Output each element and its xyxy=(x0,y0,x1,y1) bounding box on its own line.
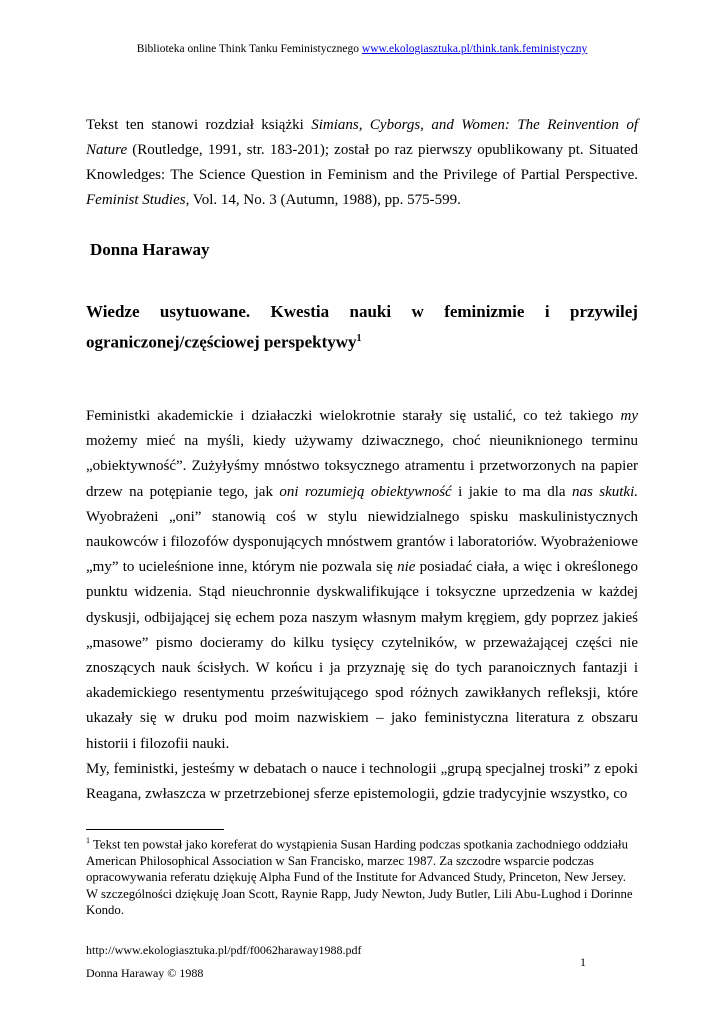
text-run: możemy mieć na myśli, kiedy używamy dziwacznego, choć nieuniknionego terminu „obiektywność”. Zużyłyśmy mnóstwo toksycznego atramentu i przetworzonych na papier drzew na potępianie tego, jak xyxy=(86,433,638,500)
italic-text: nie xyxy=(397,559,416,576)
title-word: feminizmie xyxy=(444,302,525,321)
footnote-divider xyxy=(86,829,224,830)
footer-author: Donna Haraway © 1988 xyxy=(86,966,204,980)
text-run: Feministki akademickie i działaczki wielokrotnie starały się ustalić, co też takiego xyxy=(86,408,621,424)
journal-title: Feminist Studies xyxy=(86,192,186,208)
intro-text: Tekst ten stanowi rozdział książki xyxy=(86,117,312,133)
footer-url[interactable]: http://www.ekologiasztuka.pl/pdf/f0062haraway1988.pdf xyxy=(86,943,362,957)
title-word: przywilej xyxy=(569,302,638,321)
paragraph-2: My, feministki, jesteśmy w debatach o nauce i technologii „grupą specjalnej troski” z epoki Reagana, zwłaszcza w przetrzebionej sferze epistemologii, gdzie tradycyjnie wszystko, co xyxy=(86,760,638,803)
text-run: Wyobrażeni „oni” stanowią coś w stylu niewidzialnego spisku maskulinistycznych naukowców i filozofów dysponujących mnóstwem grantów i laboratoriów. Wyobrażeniowe „my” to ucieleśnione inne, którym nie pozwala się xyxy=(86,508,638,576)
title-word: nauki xyxy=(349,302,392,321)
text-run: i jakie to ma dla xyxy=(451,483,572,500)
page-number: 1 xyxy=(580,955,586,969)
title-word: w xyxy=(411,302,424,321)
title-line-1 xyxy=(86,298,638,325)
italic-text: my xyxy=(620,408,638,424)
intro-text: (Routledge, 1991, str. 183-201); został po raz pierwszy opublikowany pt. Situated Knowledges: The Science Question in Feminism and the Privilege of Partial Perspective. xyxy=(86,142,638,183)
text-run: posiadać ciała, a więc i określonego punktu widzenia. Stąd nieuchronnie dyskwalifikujące i toksyczne uprzedzenia w każdej dyskusji, odbijającej się echem poza naszym własnym małym kręgiem, gdy poprzez jakieś „masowe” pismo docieramy do kilku tysięcy czytelników, w przeważającej części nie znoszących nauk ścisłych. W końcu i ja przyznaję się do tych paranoicznych fantazji i akademickiego resentymentu prześwitującego spod różnych zawikłanych refleksji, które ukazały się w druku pod moim nazwiskiem – jako feministyczna literatura z obszaru historii i filozofii nauki. xyxy=(86,559,638,752)
body-text xyxy=(86,404,638,807)
page-header xyxy=(0,43,724,55)
footnote xyxy=(86,833,638,919)
italic-text: oni rozumieją obiektywność xyxy=(279,483,452,500)
header-link[interactable]: www.ekologiasztuka.pl/think.tank.feministyczny xyxy=(361,43,588,55)
author-name: Donna Haraway xyxy=(90,240,210,259)
intro-paragraph xyxy=(86,113,638,213)
title-word: usytuowane. xyxy=(159,302,251,321)
title-line-2 xyxy=(86,325,638,356)
book-title: Simians, Cyborgs, and Women: The Reinvention of Nature xyxy=(86,117,638,158)
title-word: i xyxy=(544,302,550,321)
title-text: ograniczonej/częściowej perspektywy xyxy=(86,332,357,352)
title-word: Wiedze xyxy=(86,302,140,321)
article-title xyxy=(86,298,638,356)
footnote-marker: 1 xyxy=(356,333,362,344)
intro-text: , Vol. 14, No. 3 (Autumn, 1988), pp. 575-599. xyxy=(185,192,461,208)
header-text: Biblioteka online Think Tanku Feministycznego xyxy=(136,43,362,55)
title-word: Kwestia xyxy=(270,302,330,321)
paragraph-1 xyxy=(86,404,638,757)
italic-text: nas skutki. xyxy=(571,483,639,500)
footnote-text: Tekst ten powstał jako koreferat do wystąpienia Susan Harding podczas spotkania zachodniego oddziału American Philosophical Association w San Francisko, marzec 1987. Za szczodre wsparcie podczas opracowywania referatu dziękuję Alpha Fund of the Institute for Advanced Study, Princeton, New Jersey. W szczególności dziękuję Joan Scott, Raynie Rapp, Judy Newton, Judy Butler, Lili Abu-Lughod i Dorinne Kondo. xyxy=(86,837,633,918)
footnote-number: 1 xyxy=(86,836,90,845)
